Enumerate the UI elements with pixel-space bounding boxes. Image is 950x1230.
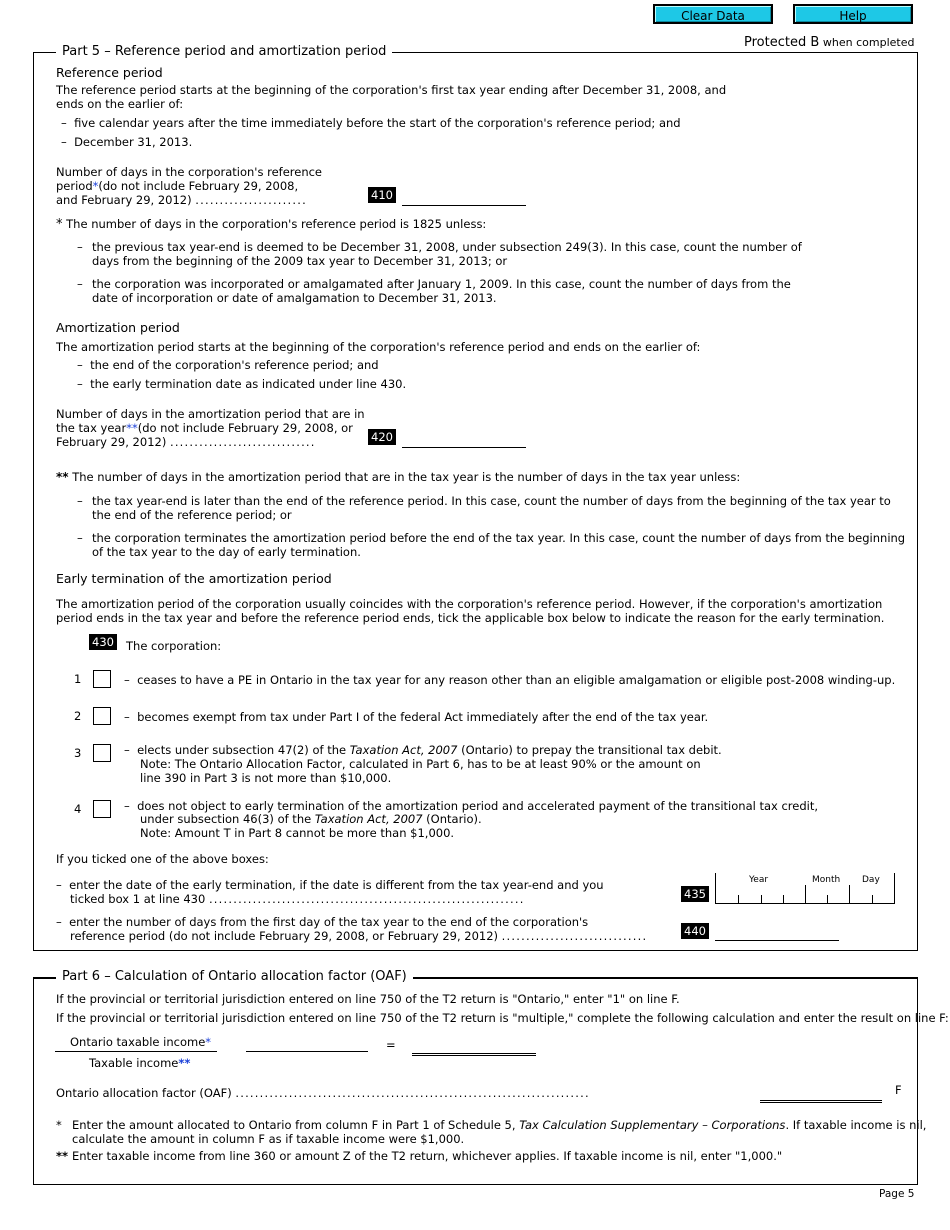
note2-bullet1-line1: the tax year-end is later than the end of the reference period. In this case, count the number of days from the beginning of the tax year to	[92, 494, 891, 508]
option4-text-line2: under subsection 46(3) of the Taxation Act, 2007 (Ontario).	[140, 812, 482, 826]
option3-text-line1: – elects under subsection 47(2) of the Taxation Act, 2007 (Ontario) to prepay the transitional tax debit.	[124, 743, 722, 757]
reference-period-heading: Reference period	[56, 65, 163, 80]
early-termination-heading: Early termination of the amortization period	[56, 571, 332, 586]
line440-code: 440	[681, 923, 709, 939]
note2-bullet2-line2: of the tax year to the day of early termination.	[92, 545, 361, 559]
line435-code: 435	[681, 886, 709, 902]
denominator-label: Taxable income**	[89, 1056, 191, 1070]
if-ticked-text: If you ticked one of the above boxes:	[56, 852, 269, 866]
line440-input[interactable]	[715, 926, 839, 941]
part6-title: Part 6 – Calculation of Ontario allocation factor (OAF)	[56, 969, 413, 984]
note1-bullet2-line2: date of incorporation or date of amalgamation to December 31, 2013.	[92, 291, 497, 305]
note1-bullet1: –	[77, 240, 83, 254]
line410-label-2: period*(do not include February 29, 2008,	[56, 179, 299, 193]
option2-text: – becomes exempt from tax under Part I of the federal Act immediately after the end of the tax year.	[124, 710, 709, 724]
option3-number: 3	[74, 746, 82, 760]
early-intro-line1: The amortization period of the corporation usually coincides with the corporation's reference period. However, if the corporation's amortization	[56, 597, 883, 611]
option1-checkbox[interactable]	[93, 670, 111, 688]
footnote2-marker: **	[56, 1149, 69, 1163]
fraction-bar	[55, 1037, 217, 1052]
line410-code: 410	[368, 187, 396, 203]
part5-title: Part 5 – Reference period and amortization period	[56, 44, 392, 59]
option3-checkbox[interactable]	[93, 744, 111, 762]
note1-bullet1-line2: days from the beginning of the 2009 tax year to December 31, 2013; or	[92, 254, 508, 268]
protected-notice: Protected B when completed	[744, 35, 915, 50]
option3-text-line3: line 390 in Part 3 is not more than $10,000.	[140, 771, 392, 785]
equals-sign: =	[386, 1038, 396, 1052]
ratio-result[interactable]	[412, 1039, 536, 1056]
date-year-label: Year	[749, 875, 769, 885]
note2-bullet2-line1: the corporation terminates the amortization period before the end of the tax year. In this case, count the number of days from the beginning	[92, 531, 906, 545]
ref-bullet-2: – December 31, 2013.	[61, 135, 193, 149]
option4-number: 4	[74, 802, 82, 816]
line420-code: 420	[368, 429, 396, 445]
line435-date-input[interactable]	[715, 873, 895, 904]
line435-label-1: – enter the date of the early termination, if the date is different from the tax year-end and you	[56, 878, 604, 892]
line420-label-2: the tax year**(do not include February 29, 2008, or	[56, 421, 353, 435]
line430-code: 430	[89, 634, 117, 650]
note2: ** The number of days in the amortization period that are in the tax year is the number of days in the tax year unless:	[56, 470, 741, 484]
option1-number: 1	[74, 672, 82, 686]
line420-label-1: Number of days in the amortization period that are in	[56, 407, 365, 421]
footnote2: Enter taxable income from line 360 or amount Z of the T2 return, whichever applies. If taxable income is nil, enter "1,000."	[72, 1149, 783, 1163]
note2-bullet2: –	[77, 531, 83, 545]
page-number: Page 5	[879, 1188, 915, 1200]
option2-number: 2	[74, 709, 82, 723]
footnote1-line2: calculate the amount in column F as if taxable income were $1,000.	[72, 1132, 465, 1146]
ratio-input[interactable]	[246, 1037, 368, 1052]
line420-input[interactable]	[402, 432, 526, 448]
date-day-label: Day	[862, 875, 880, 885]
option1-text: – ceases to have a PE in Ontario in the tax year for any reason other than an eligible amalgamation or eligible post-2008 winding-up.	[124, 673, 896, 687]
footnote1-marker: *	[56, 1118, 62, 1132]
option4-checkbox[interactable]	[93, 800, 111, 818]
line410-label-3: and February 29, 2012) .......................	[56, 193, 307, 207]
note1-bullet1-line1: the previous tax year-end is deemed to be December 31, 2008, under subsection 249(3). In this case, count the number of	[92, 240, 802, 254]
line410-input[interactable]	[402, 190, 526, 206]
option4-text-line3: Note: Amount T in Part 8 cannot be more than $1,000.	[140, 826, 455, 840]
line440-label-1: – enter the number of days from the first day of the tax year to the end of the corporation's	[56, 915, 589, 929]
amort-bullet-2: – the early termination date as indicated under line 430.	[77, 377, 407, 391]
oaf-label: Ontario allocation factor (OAF) .........................................................................	[56, 1086, 590, 1100]
early-intro-line2: period ends in the tax year and before the reference period ends, tick the applicable box below to indicate the reason for the early termination.	[56, 611, 885, 625]
line410-label-1: Number of days in the corporation's reference	[56, 165, 323, 179]
amortization-heading: Amortization period	[56, 320, 180, 335]
part6-intro-1: If the provincial or territorial jurisdiction entered on line 750 of the T2 return is "Ontario," enter "1" on line F.	[56, 992, 680, 1006]
oaf-input[interactable]	[760, 1086, 882, 1103]
note1-bullet2-line1: the corporation was incorporated or amalgamated after January 1, 2009. In this case, count the number of days from the	[92, 277, 791, 291]
date-month-label: Month	[812, 875, 841, 885]
ref-intro-line2: ends on the earlier of:	[56, 97, 184, 111]
ref-intro-line1: The reference period starts at the beginning of the corporation's first tax year ending after December 31, 2008, and	[56, 83, 727, 97]
note2-bullet1-line2: the end of the reference period; or	[92, 508, 292, 522]
line440-label-2: reference period (do not include February 29, 2008, or February 29, 2012) ..............................	[70, 929, 648, 943]
option3-text-line2: Note: The Ontario Allocation Factor, calculated in Part 6, has to be at least 90% or the amount on	[140, 757, 701, 771]
line430-label: The corporation:	[126, 639, 222, 653]
note1: * The number of days in the corporation's reference period is 1825 unless:	[56, 217, 487, 232]
line420-label-3: February 29, 2012) ..............................	[56, 435, 316, 449]
line435-label-2: ticked box 1 at line 430 .................................................................	[70, 892, 525, 906]
note1-bullet2: –	[77, 277, 83, 291]
oaf-line-letter: F	[895, 1083, 902, 1097]
amort-intro: The amortization period starts at the beginning of the corporation's reference period and ends on the earlier of:	[56, 340, 701, 354]
footnote1-line1: Enter the amount allocated to Ontario from column F in Part 1 of Schedule 5, Tax Calculation Supplementary – Corporations. If taxable income is nil,	[72, 1118, 927, 1132]
clear-data-button[interactable]: Clear Data	[653, 4, 773, 24]
option4-text-line1: – does not object to early termination of the amortization period and accelerated payment of the transitional tax credit,	[124, 799, 819, 813]
part6-intro-2: If the provincial or territorial jurisdiction entered on line 750 of the T2 return is "multiple," complete the following calculation and enter the result on line F:	[56, 1011, 949, 1025]
ref-bullet-1: – five calendar years after the time immediately before the start of the corporation's reference period; and	[61, 116, 681, 130]
note2-bullet1: –	[77, 494, 83, 508]
amort-bullet-1: – the end of the corporation's reference period; and	[77, 358, 379, 372]
option2-checkbox[interactable]	[93, 707, 111, 725]
numerator-label: Ontario taxable income*	[70, 1035, 212, 1049]
help-button[interactable]: Help	[793, 4, 913, 24]
